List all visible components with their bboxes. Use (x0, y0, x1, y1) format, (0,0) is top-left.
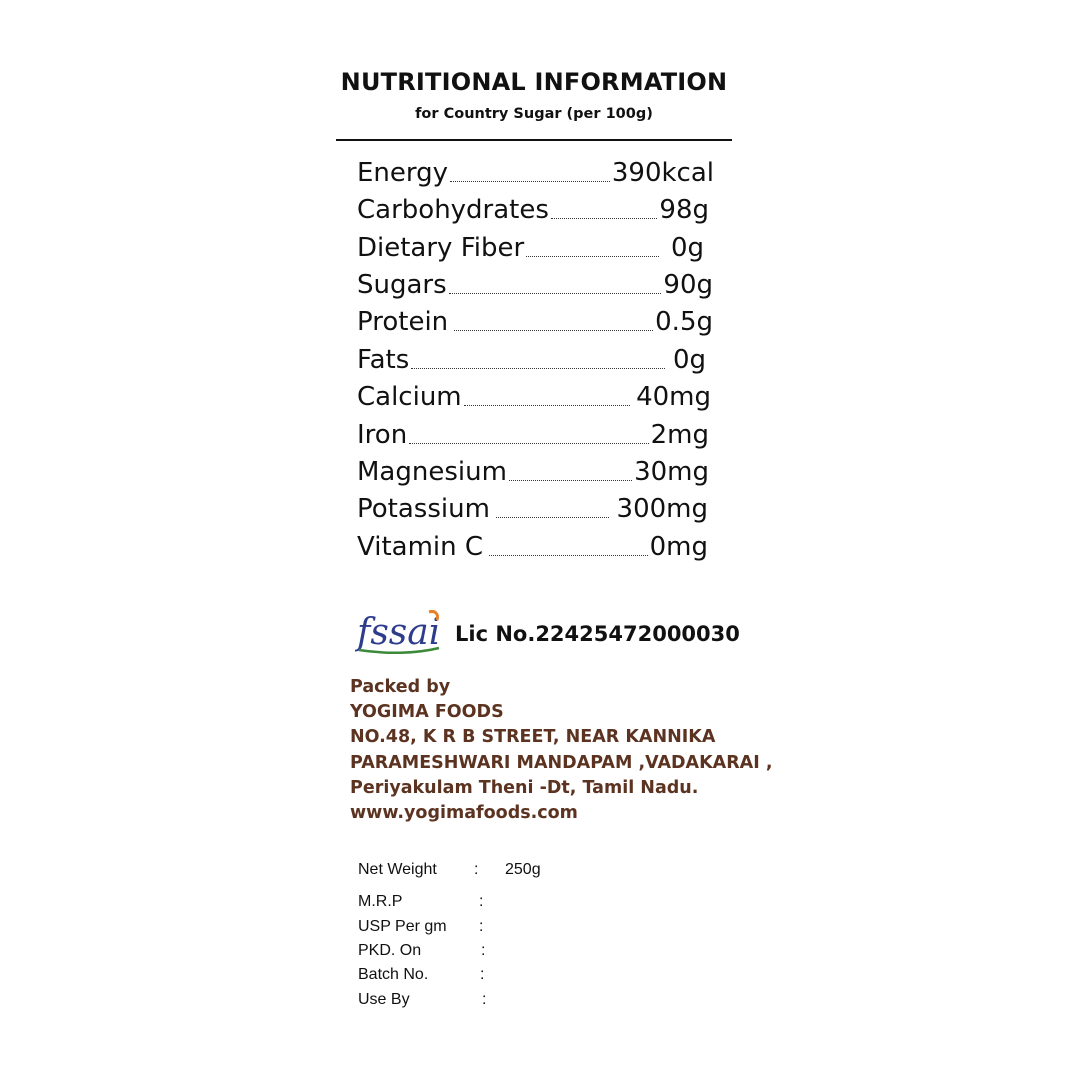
dot-leader (449, 293, 662, 294)
nutrient-row (357, 155, 714, 191)
detail-label: M.R.P (358, 893, 403, 910)
dot-leader (551, 218, 657, 219)
detail-colon: : (479, 893, 484, 910)
nutrient-row (357, 267, 713, 303)
detail-colon: : (481, 942, 486, 959)
nutrient-row (357, 491, 708, 527)
nutrient-label: Iron (357, 420, 408, 450)
dot-leader (454, 330, 653, 331)
nutrient-row (357, 454, 709, 490)
nutrient-value: 390kcal (611, 158, 714, 188)
header-divider (336, 139, 732, 141)
nutrient-label: Dietary Fiber (357, 233, 525, 263)
nutrient-label: Sugars (357, 270, 447, 300)
detail-colon: : (482, 991, 487, 1008)
address-line: PARAMESHWARI MANDAPAM ,VADAKARAI , (350, 752, 773, 773)
nutrient-value: 40mg (636, 382, 711, 412)
nutrient-value: 300mg (616, 494, 708, 524)
nutrient-label: Carbohydrates (357, 195, 549, 225)
website: www.yogimafoods.com (350, 803, 578, 824)
nutrient-label: Fats (357, 345, 410, 375)
detail-label: Net Weight (358, 861, 437, 878)
detail-colon: : (474, 861, 479, 878)
fssai-logo (355, 608, 443, 656)
detail-label: Use By (358, 991, 410, 1008)
dot-leader (464, 405, 630, 406)
dot-leader (450, 181, 610, 182)
nutrient-value: 0g (670, 233, 704, 263)
nutrient-label: Calcium (357, 382, 462, 412)
nutrient-value: 2mg (650, 420, 709, 450)
dot-leader (526, 256, 659, 257)
detail-colon: : (479, 918, 484, 935)
page-subtitle: for Country Sugar (per 100g) (415, 106, 653, 122)
detail-label: USP Per gm (358, 918, 447, 935)
page-title: NUTRITIONAL INFORMATION (340, 68, 728, 96)
nutrient-value: 0g (672, 345, 706, 375)
packed-by-label: Packed by (350, 677, 451, 697)
dot-leader (489, 555, 648, 556)
nutrient-label: Magnesium (357, 457, 507, 487)
dot-leader (496, 517, 609, 518)
nutrient-value: 90g (663, 270, 713, 300)
dot-leader (411, 368, 665, 369)
dot-leader (409, 443, 648, 444)
fssai-logo-text: fssai (357, 612, 441, 653)
nutrient-row (357, 379, 711, 415)
nutrient-row (357, 529, 708, 565)
address-line: Periyakulam Theni -Dt, Tamil Nadu. (350, 777, 699, 798)
dot-leader (509, 480, 632, 481)
nutrient-value: 0.5g (655, 307, 713, 337)
nutrient-value: 30mg (634, 457, 709, 487)
nutrient-label: Potassium (357, 494, 490, 524)
address-line: NO.48, K R B STREET, NEAR KANNIKA (350, 727, 716, 748)
nutrient-label: Energy (357, 158, 449, 188)
nutrient-value: 0mg (649, 532, 708, 562)
packer-address (350, 675, 772, 826)
nutrient-row (357, 417, 709, 453)
detail-label: PKD. On (358, 942, 422, 959)
nutrient-label: Protein (357, 307, 449, 337)
nutrient-label: Vitamin C (357, 532, 484, 562)
nutrient-row (357, 342, 706, 378)
detail-value: 250g (505, 861, 541, 878)
company-name: YOGIMA FOODS (350, 702, 504, 723)
nutrient-row (357, 230, 704, 266)
nutrient-value: 98g (659, 195, 709, 225)
detail-colon: : (480, 966, 485, 983)
nutrient-row (357, 304, 713, 340)
nutrient-row (357, 192, 709, 228)
detail-label: Batch No. (358, 966, 429, 983)
license-number: Lic No.22425472000030 (455, 622, 740, 646)
